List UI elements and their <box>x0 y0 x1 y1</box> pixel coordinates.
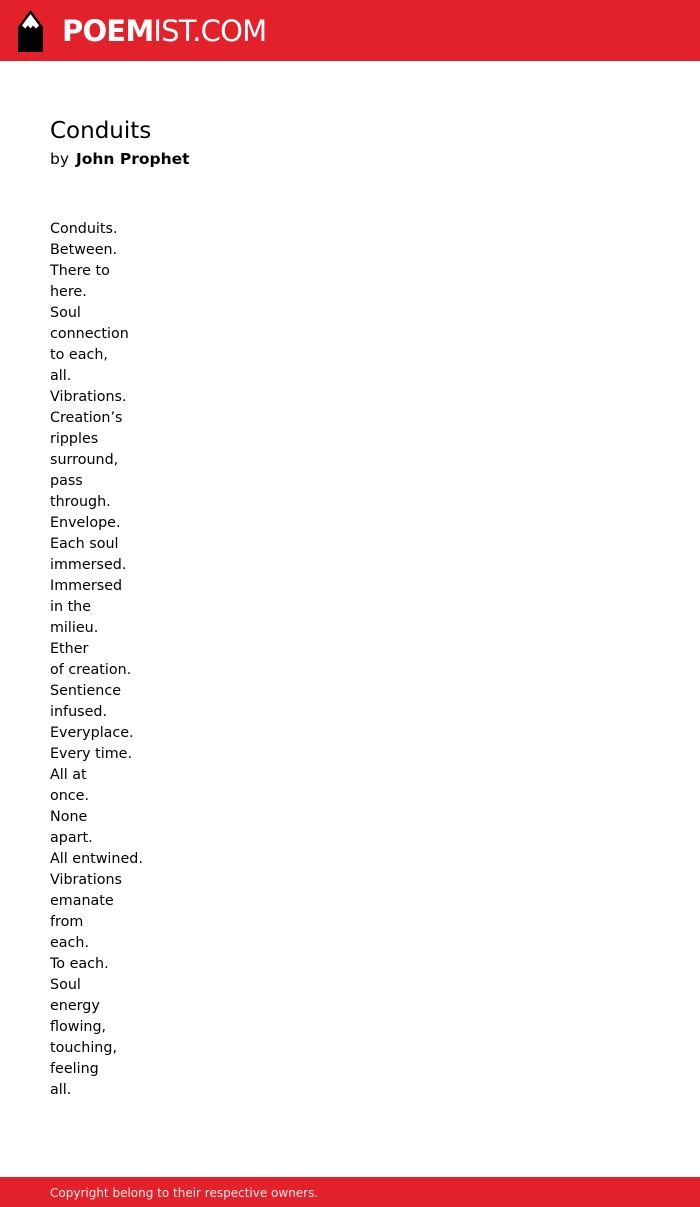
poem-line: to each, <box>50 347 108 363</box>
poem-line: milieu. <box>50 620 99 636</box>
footer-copyright: Copyright belong to their respective owners. <box>50 1186 319 1200</box>
logo-text-light: IST.COM <box>153 14 267 48</box>
poem-line: feeling <box>50 1061 99 1077</box>
logo-text-bold: POEM <box>62 14 154 48</box>
poem-title: Conduits <box>50 118 152 144</box>
site-logo-link[interactable] <box>18 9 266 53</box>
poem-line: Soul <box>50 305 81 321</box>
poem-line: Creation’s <box>50 410 123 426</box>
poem-line: once. <box>50 788 90 804</box>
site-header <box>0 0 700 61</box>
poem-line: through. <box>50 494 111 510</box>
poem-line: All entwined. <box>50 851 143 867</box>
poem-line: touching, <box>50 1040 117 1056</box>
poem-line: in the <box>50 599 92 615</box>
poem-line: flowing, <box>50 1019 107 1035</box>
byline-label: by <box>50 150 70 168</box>
poem-line: To each. <box>50 956 109 972</box>
poem-line: of creation. <box>50 662 132 678</box>
poem-line: connection <box>50 326 129 342</box>
poem-line: emanate <box>50 893 114 909</box>
poem-line: Every time. <box>50 746 133 762</box>
poem-line: Each soul <box>50 536 119 552</box>
poem-line: Vibrations. <box>50 389 127 405</box>
poem-line: Conduits. <box>50 221 118 237</box>
poem-line: There to <box>50 263 110 279</box>
poem-line: here. <box>50 284 87 300</box>
poem-line: Ether <box>50 641 89 657</box>
poem-line: pass <box>50 473 83 489</box>
poem-body <box>50 219 190 1101</box>
poem-line: energy <box>50 998 100 1014</box>
poem-line: Vibrations <box>50 872 122 888</box>
poem-line: all. <box>50 1082 72 1098</box>
poem-line: Soul <box>50 977 81 993</box>
poem-line: ripples <box>50 431 99 447</box>
site-logo-text <box>62 9 266 53</box>
poem-line: All at <box>50 767 87 783</box>
site-footer <box>0 1177 700 1207</box>
poem-line: Immersed <box>50 578 123 594</box>
poem-line: immersed. <box>50 557 127 573</box>
poem-line: from <box>50 914 84 930</box>
poem-line: apart. <box>50 830 93 846</box>
poem-line: Between. <box>50 242 118 258</box>
poem-author: John Prophet <box>75 150 190 168</box>
poem-line: infused. <box>50 704 107 720</box>
poem-line: surround, <box>50 452 119 468</box>
poem-line: Envelope. <box>50 515 121 531</box>
poem-line: None <box>50 809 88 825</box>
poem-line: Everyplace. <box>50 725 134 741</box>
poem-line: all. <box>50 368 72 384</box>
poem-line: Sentience <box>50 683 122 699</box>
poem-line: each. <box>50 935 90 951</box>
pencil-icon <box>18 10 43 52</box>
poem-byline <box>50 148 190 170</box>
